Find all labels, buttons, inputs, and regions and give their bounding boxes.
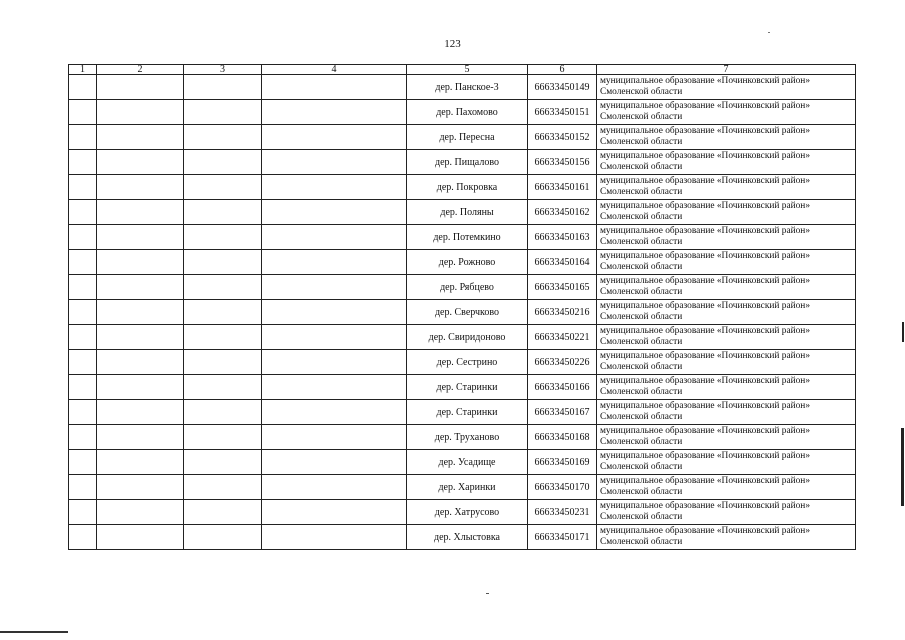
- table-row: [69, 375, 856, 400]
- cell-empty: [262, 275, 407, 300]
- cell-empty: [69, 400, 97, 425]
- settlement-code: 66633450164: [528, 250, 597, 275]
- municipality-name: муниципальное образование «Починковский район» Смоленской области: [597, 125, 856, 150]
- cell-empty: [184, 325, 262, 350]
- cell-empty: [69, 375, 97, 400]
- scan-speck: [768, 32, 770, 33]
- cell-empty: [262, 350, 407, 375]
- table-row: [69, 175, 856, 200]
- cell-empty: [262, 100, 407, 125]
- column-number: 5: [407, 65, 528, 75]
- settlement-name: дер. Свиридоново: [407, 325, 528, 350]
- cell-empty: [184, 225, 262, 250]
- cell-empty: [262, 300, 407, 325]
- cell-empty: [262, 225, 407, 250]
- cell-empty: [97, 475, 184, 500]
- cell-empty: [184, 475, 262, 500]
- cell-empty: [97, 125, 184, 150]
- cell-empty: [184, 100, 262, 125]
- settlement-code: 66633450162: [528, 200, 597, 225]
- cell-empty: [97, 500, 184, 525]
- scan-speck: [486, 593, 489, 594]
- settlement-name: дер. Старинки: [407, 375, 528, 400]
- settlement-code: 66633450156: [528, 150, 597, 175]
- cell-empty: [69, 525, 97, 550]
- cell-empty: [184, 300, 262, 325]
- settlement-code: 66633450165: [528, 275, 597, 300]
- cell-empty: [69, 125, 97, 150]
- settlement-code: 66633450170: [528, 475, 597, 500]
- page-number: 123: [444, 38, 461, 50]
- cell-empty: [262, 375, 407, 400]
- table-row: [69, 100, 856, 125]
- cell-empty: [184, 450, 262, 475]
- cell-empty: [184, 375, 262, 400]
- cell-empty: [184, 350, 262, 375]
- table-row: [69, 150, 856, 175]
- cell-empty: [69, 100, 97, 125]
- settlement-name: дер. Пахомово: [407, 100, 528, 125]
- municipality-name: муниципальное образование «Починковский район» Смоленской области: [597, 175, 856, 200]
- settlement-name: дер. Сверчково: [407, 300, 528, 325]
- cell-empty: [69, 450, 97, 475]
- scan-edge-mark: [901, 428, 904, 506]
- settlement-name: дер. Усадище: [407, 450, 528, 475]
- cell-empty: [262, 450, 407, 475]
- cell-empty: [69, 500, 97, 525]
- settlement-code: 66633450152: [528, 125, 597, 150]
- settlement-name: дер. Панское-3: [407, 75, 528, 100]
- cell-empty: [184, 125, 262, 150]
- cell-empty: [262, 400, 407, 425]
- table-row: [69, 325, 856, 350]
- settlement-name: дер. Хатрусово: [407, 500, 528, 525]
- settlement-name: дер. Пищалово: [407, 150, 528, 175]
- cell-empty: [97, 375, 184, 400]
- municipality-name: муниципальное образование «Починковский район» Смоленской области: [597, 200, 856, 225]
- table-row: [69, 475, 856, 500]
- cell-empty: [69, 350, 97, 375]
- cell-empty: [69, 475, 97, 500]
- cell-empty: [97, 425, 184, 450]
- settlement-code: 66633450149: [528, 75, 597, 100]
- settlement-code: 66633450231: [528, 500, 597, 525]
- cell-empty: [262, 125, 407, 150]
- cell-empty: [262, 250, 407, 275]
- cell-empty: [184, 500, 262, 525]
- municipality-name: муниципальное образование «Починковский район» Смоленской области: [597, 375, 856, 400]
- settlement-code: 66633450216: [528, 300, 597, 325]
- cell-empty: [69, 425, 97, 450]
- table-row: [69, 525, 856, 550]
- scan-edge-mark: [902, 322, 904, 342]
- settlements-table: [68, 64, 856, 550]
- cell-empty: [262, 525, 407, 550]
- settlement-name: дер. Сестрино: [407, 350, 528, 375]
- settlement-name: дер. Пересна: [407, 125, 528, 150]
- municipality-name: муниципальное образование «Починковский район» Смоленской области: [597, 525, 856, 550]
- settlement-name: дер. Поляны: [407, 200, 528, 225]
- column-number: 1: [69, 65, 97, 75]
- municipality-name: муниципальное образование «Починковский район» Смоленской области: [597, 450, 856, 475]
- cell-empty: [69, 325, 97, 350]
- cell-empty: [184, 150, 262, 175]
- cell-empty: [262, 425, 407, 450]
- table-row: [69, 75, 856, 100]
- column-number: 2: [97, 65, 184, 75]
- cell-empty: [184, 275, 262, 300]
- cell-empty: [97, 225, 184, 250]
- municipality-name: муниципальное образование «Починковский район» Смоленской области: [597, 250, 856, 275]
- settlement-code: 66633450163: [528, 225, 597, 250]
- cell-empty: [97, 150, 184, 175]
- table-row: [69, 300, 856, 325]
- column-number: 6: [528, 65, 597, 75]
- cell-empty: [262, 325, 407, 350]
- municipality-name: муниципальное образование «Починковский район» Смоленской области: [597, 350, 856, 375]
- cell-empty: [262, 175, 407, 200]
- cell-empty: [184, 175, 262, 200]
- cell-empty: [69, 175, 97, 200]
- cell-empty: [262, 75, 407, 100]
- settlement-code: 66633450171: [528, 525, 597, 550]
- cell-empty: [262, 475, 407, 500]
- municipality-name: муниципальное образование «Починковский район» Смоленской области: [597, 400, 856, 425]
- settlement-code: 66633450167: [528, 400, 597, 425]
- settlement-name: дер. Труханово: [407, 425, 528, 450]
- settlement-code: 66633450168: [528, 425, 597, 450]
- table-row: [69, 450, 856, 475]
- settlement-code: 66633450169: [528, 450, 597, 475]
- settlement-code: 66633450151: [528, 100, 597, 125]
- settlement-name: дер. Рябцево: [407, 275, 528, 300]
- settlement-name: дер. Старинки: [407, 400, 528, 425]
- cell-empty: [262, 150, 407, 175]
- table-body: [69, 65, 856, 550]
- municipality-name: муниципальное образование «Починковский район» Смоленской области: [597, 225, 856, 250]
- cell-empty: [184, 400, 262, 425]
- settlement-name: дер. Покровка: [407, 175, 528, 200]
- cell-empty: [97, 300, 184, 325]
- cell-empty: [184, 200, 262, 225]
- settlement-code: 66633450161: [528, 175, 597, 200]
- cell-empty: [184, 425, 262, 450]
- cell-empty: [262, 500, 407, 525]
- municipality-name: муниципальное образование «Починковский район» Смоленской области: [597, 275, 856, 300]
- cell-empty: [97, 100, 184, 125]
- municipality-name: муниципальное образование «Починковский район» Смоленской области: [597, 300, 856, 325]
- municipality-name: муниципальное образование «Починковский район» Смоленской области: [597, 475, 856, 500]
- table-row: [69, 200, 856, 225]
- table-row: [69, 500, 856, 525]
- settlement-name: дер. Харинки: [407, 475, 528, 500]
- table-row: [69, 225, 856, 250]
- municipality-name: муниципальное образование «Починковский район» Смоленской области: [597, 150, 856, 175]
- municipality-name: муниципальное образование «Починковский район» Смоленской области: [597, 100, 856, 125]
- municipality-name: муниципальное образование «Починковский район» Смоленской области: [597, 425, 856, 450]
- column-number: 7: [597, 65, 856, 75]
- cell-empty: [97, 525, 184, 550]
- cell-empty: [69, 225, 97, 250]
- cell-empty: [69, 200, 97, 225]
- settlement-name: дер. Потемкино: [407, 225, 528, 250]
- municipality-name: муниципальное образование «Починковский район» Смоленской области: [597, 500, 856, 525]
- cell-empty: [97, 75, 184, 100]
- cell-empty: [97, 450, 184, 475]
- cell-empty: [262, 200, 407, 225]
- cell-empty: [69, 250, 97, 275]
- cell-empty: [97, 275, 184, 300]
- table-row: [69, 125, 856, 150]
- settlement-code: 66633450166: [528, 375, 597, 400]
- cell-empty: [97, 175, 184, 200]
- column-number-row: [69, 65, 856, 75]
- cell-empty: [97, 250, 184, 275]
- settlement-code: 66633450221: [528, 325, 597, 350]
- column-number: 3: [184, 65, 262, 75]
- cell-empty: [69, 150, 97, 175]
- cell-empty: [69, 75, 97, 100]
- table-row: [69, 350, 856, 375]
- cell-empty: [69, 300, 97, 325]
- cell-empty: [97, 325, 184, 350]
- cell-empty: [184, 250, 262, 275]
- table-row: [69, 250, 856, 275]
- table-row: [69, 275, 856, 300]
- cell-empty: [184, 75, 262, 100]
- municipality-name: муниципальное образование «Починковский район» Смоленской области: [597, 325, 856, 350]
- cell-empty: [97, 400, 184, 425]
- table-row: [69, 425, 856, 450]
- cell-empty: [97, 200, 184, 225]
- settlement-code: 66633450226: [528, 350, 597, 375]
- scan-edge-mark: [0, 631, 68, 633]
- settlement-name: дер. Рожново: [407, 250, 528, 275]
- cell-empty: [69, 275, 97, 300]
- table-row: [69, 400, 856, 425]
- cell-empty: [97, 350, 184, 375]
- municipality-name: муниципальное образование «Починковский район» Смоленской области: [597, 75, 856, 100]
- column-number: 4: [262, 65, 407, 75]
- settlement-name: дер. Хлыстовка: [407, 525, 528, 550]
- cell-empty: [184, 525, 262, 550]
